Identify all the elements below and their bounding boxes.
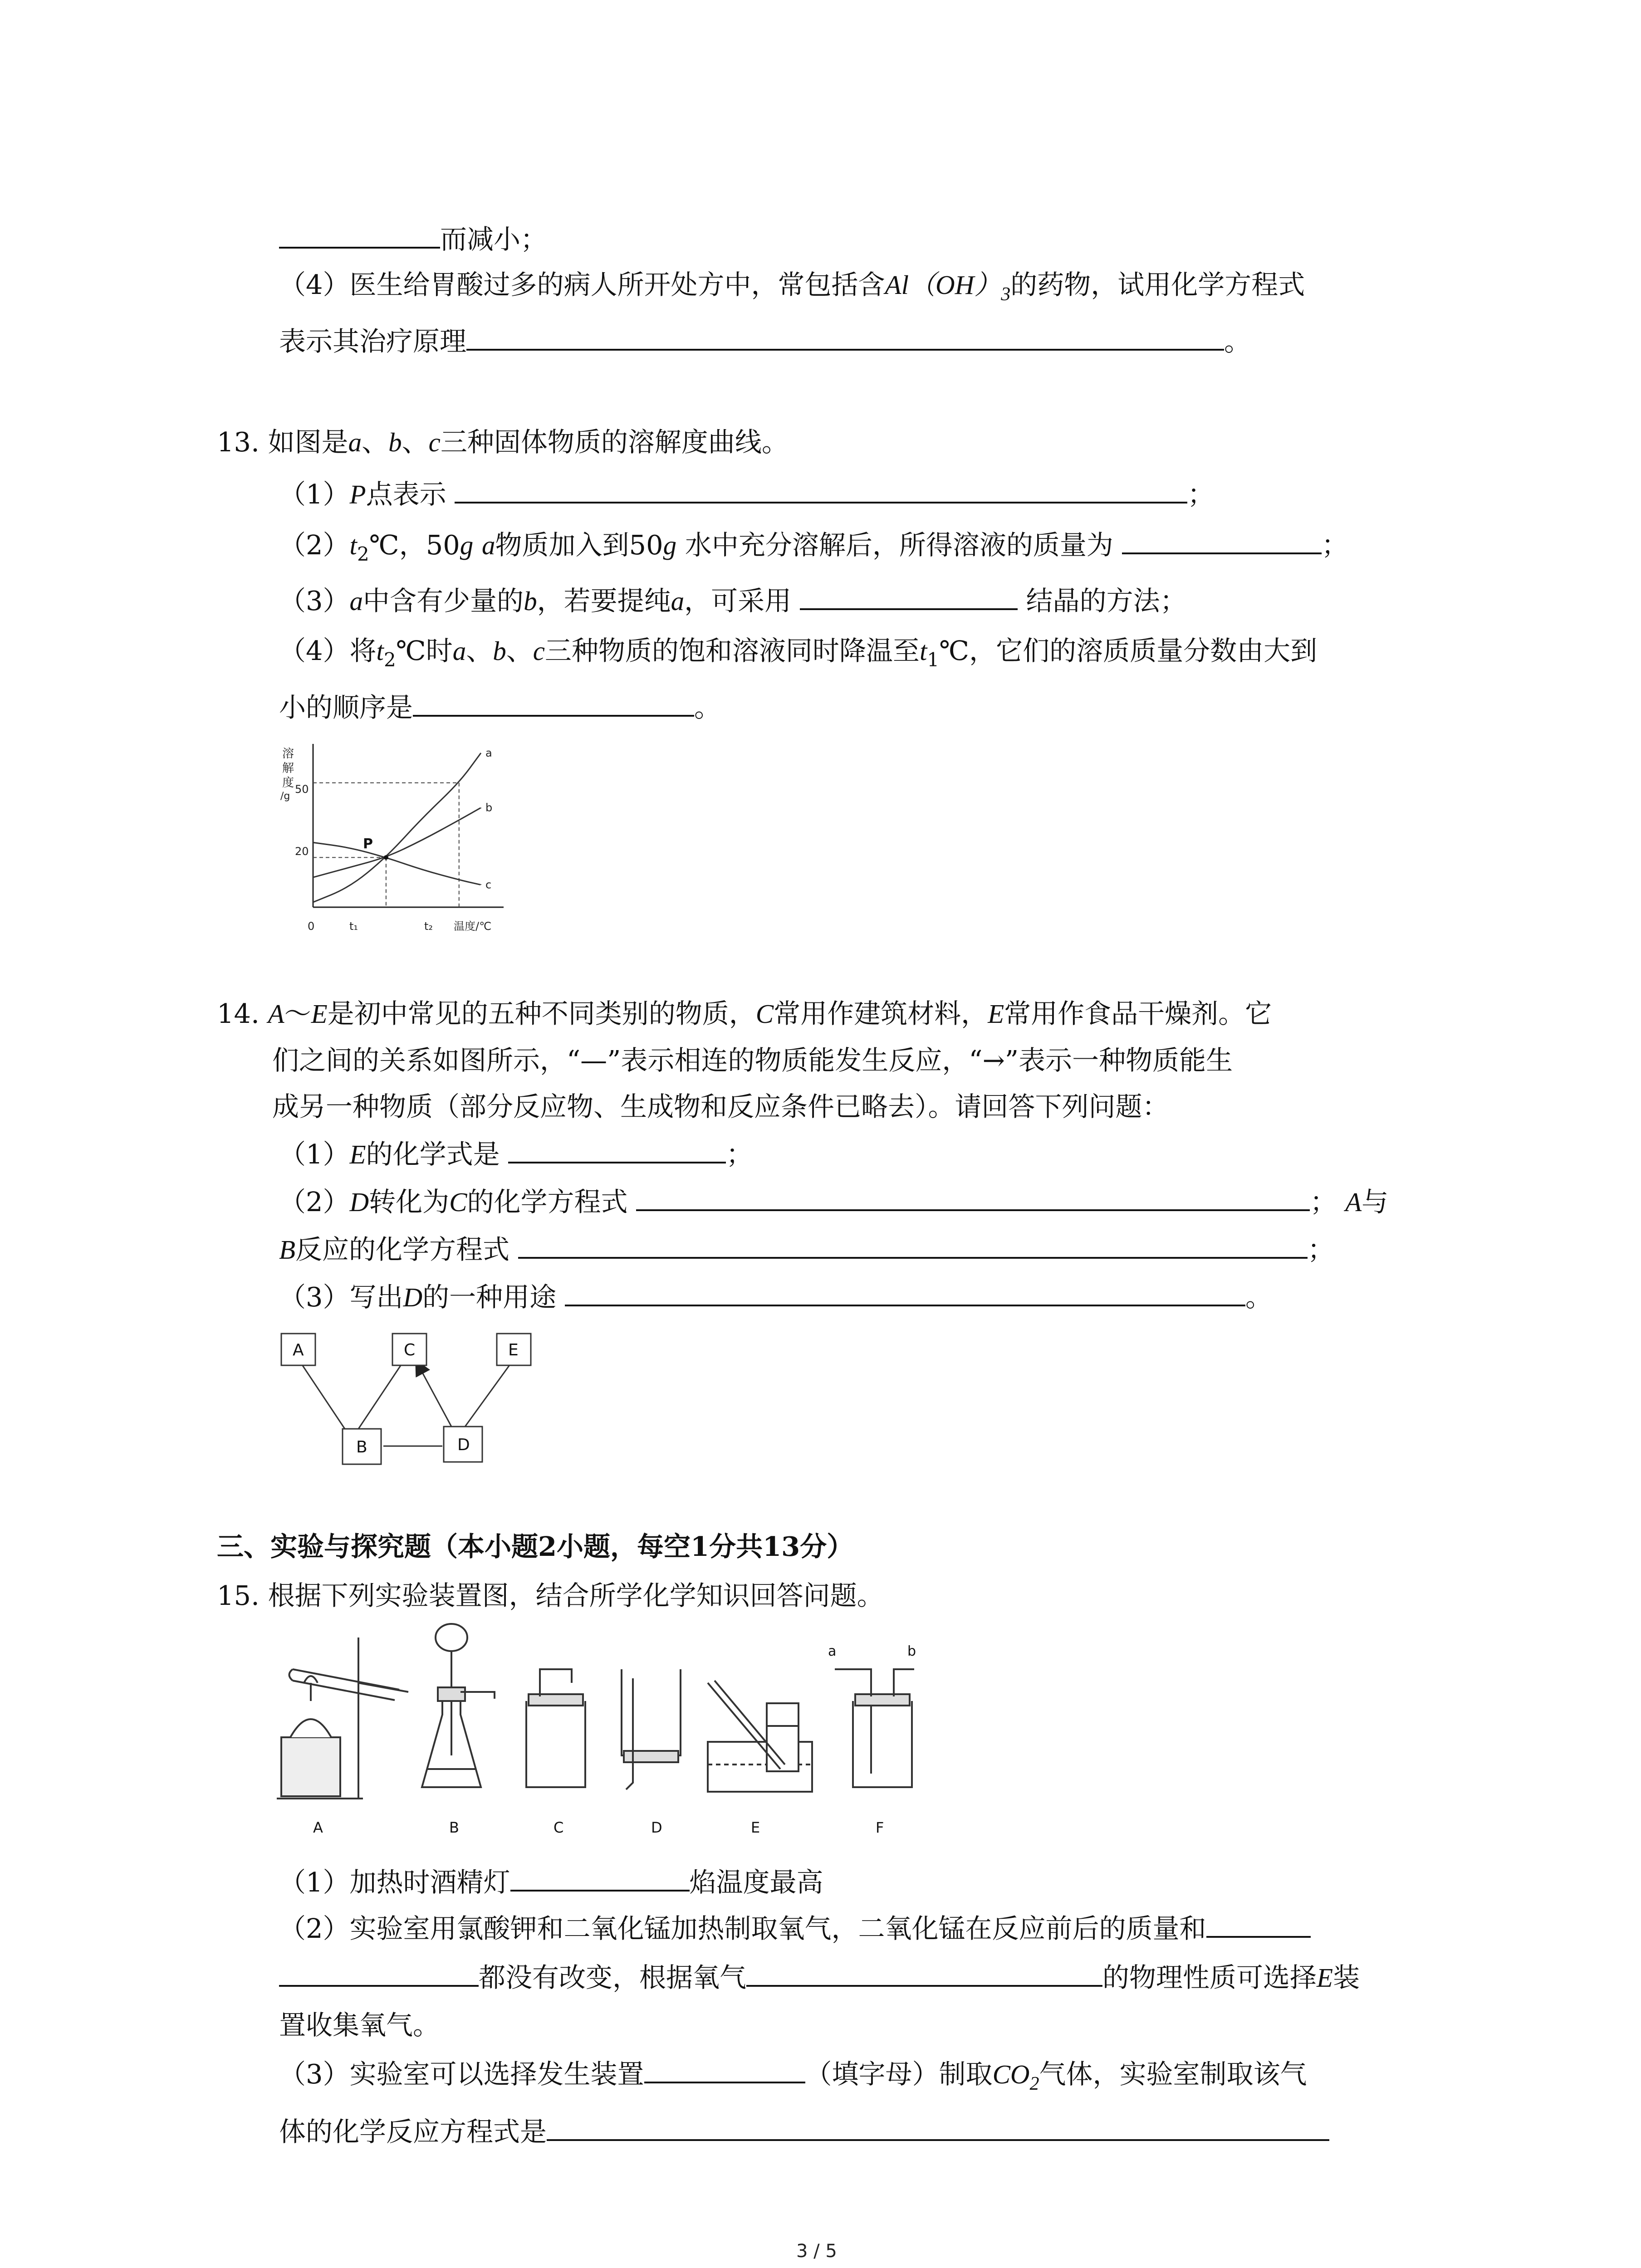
var: a [348,427,362,457]
apparatus-label-a: A [313,1819,323,1836]
text: ； [1307,1234,1334,1265]
answer-blank[interactable] [455,493,1187,503]
text: ℃，50 [369,529,460,561]
y-label-char: 解 [282,762,294,775]
link-d-e [465,1361,513,1427]
text: 、 [402,426,429,458]
answer-blank[interactable] [565,1295,1245,1306]
text: （3）写出 [279,1281,403,1313]
var: D [403,1282,423,1312]
text: （3） [279,585,350,616]
var: B [279,1235,296,1265]
apparatus-label-b: B [449,1819,459,1836]
point-p [384,855,388,860]
apparatus-e [708,1681,812,1792]
text: 焰温度最高 [689,1867,823,1898]
question-number: 14. [217,998,260,1029]
text: ，若要提纯 [537,585,671,616]
subscript: 2 [357,543,369,565]
text: （2）实验室用氯酸钾和二氧化锰加热制取氧气，二氧化锰在反应前后的质量和 [279,1913,1206,1944]
text: 置收集氧气。 [279,2009,440,2041]
var: C [449,1187,467,1217]
q13-part3 [279,587,1187,615]
apparatus-label-f: F [876,1819,884,1836]
apparatus-d [622,1669,681,1789]
question-number: 15. [217,1580,260,1611]
q13-part4-line1 [279,637,1317,670]
var: t [919,636,927,666]
curve-label-a: a [485,747,492,759]
text: （2） [279,529,350,561]
apparatus-figure [272,1619,916,1846]
text: 。 [694,692,721,723]
text: （4）医生给胃酸过多的病人所开处方中，常包括含 [279,269,885,300]
q15-part2-line1 [279,1915,1311,1942]
answer-blank[interactable] [279,238,440,249]
var: E [349,1139,366,1169]
var: A [268,999,284,1029]
text: ℃时 [396,635,453,666]
q14-stem-line2 [272,1047,1233,1074]
text: 装 [1333,1962,1360,1993]
answer-blank[interactable] [636,1200,1310,1211]
text: ℃，它们的溶质质量分数由大到 [939,635,1318,666]
q15-part3-line2 [279,2118,1329,2145]
answer-blank[interactable] [800,599,1018,610]
text: 三种物质的饱和溶液同时降温至 [544,635,920,666]
apparatus-label-c: C [554,1819,564,1836]
apparatus-label-d: D [651,1819,662,1836]
var: A [1345,1187,1362,1217]
answer-blank[interactable] [547,2130,1329,2141]
answer-blank[interactable] [279,1976,479,1987]
q14-part1 [279,1141,753,1168]
var: a [482,530,495,560]
apparatus-b [422,1624,495,1787]
var: a [349,586,363,616]
x-axis-label: 温度/℃ [454,920,492,933]
text: 常用作建筑材料， [774,998,988,1029]
port-label-a: a [828,1643,837,1659]
text: （1）加热时酒精灯 [279,1867,510,1898]
text: 三种固体物质的溶解度曲线。 [440,426,789,458]
curve-c [313,842,481,885]
question-number: 13. [217,426,260,458]
y-tick-label: 20 [295,845,309,858]
var: D [349,1187,369,1217]
y-axis-label [280,747,294,802]
q12-part4-line1 [279,271,1305,304]
var: C [755,999,774,1029]
y-label-char: /g [280,791,290,802]
solubility-chart [272,735,526,939]
text: 表示其治疗原理 [279,326,467,357]
text: 体的化学反应方程式是 [279,2116,547,2147]
q13-part2 [279,529,1348,565]
arrow-d-c [416,1362,451,1427]
text: 中含有少量的 [363,585,524,616]
subscript: 2 [383,649,396,671]
var: b [493,636,506,666]
q12-cont-line [279,226,547,253]
var: b [388,427,402,457]
page-number: 3 / 5 [796,2241,837,2262]
formula: CO [992,2059,1030,2089]
q13-part1 [279,481,1214,508]
box-e-label: E [508,1341,519,1359]
text: 、 [466,635,493,666]
q12-part4-line2 [279,328,1251,355]
subscript: 1 [927,649,940,671]
answer-blank[interactable] [466,340,1224,351]
apparatus-f [835,1669,914,1787]
curve-b [313,808,481,878]
q13-part4-line2 [279,694,721,721]
text: 。 [1224,326,1251,357]
curve-label-b: b [485,801,493,814]
var: P [349,479,366,509]
q14-part3 [279,1281,1272,1313]
port-label-b: b [907,1643,916,1659]
text: （1） [279,1139,350,1170]
text: ； [1187,479,1215,510]
box-d-label: D [457,1436,470,1454]
var: c [533,636,545,666]
text: 水中充分溶解后，所得溶液的质量为 [685,529,1113,561]
text: （1） [279,479,350,510]
x-tick-label: 0 [308,920,315,933]
text: ； [726,1139,753,1170]
curve-label-c: c [485,878,492,891]
text: 结晶的方法； [1026,585,1187,616]
text: 根据下列实验装置图，结合所学化学知识回答问题。 [268,1580,884,1611]
answer-blank[interactable] [746,1976,1102,1987]
text: ～ [284,998,311,1029]
link-b-c [358,1361,404,1429]
section-heading: 三、实验与探究题（本小题2小题，每空1分共13分） [217,1531,854,1562]
text: （填字母）制取 [805,2058,993,2090]
text: （4）将 [279,635,377,666]
y-label-char: 溶 [282,747,294,761]
relation-diagram [272,1325,554,1488]
text: 气体，实验室制取该气 [1039,2058,1307,2090]
text: 。 [1245,1281,1272,1313]
text: 是初中常见的五种不同类别的物质， [327,998,756,1029]
var: t [376,636,384,666]
apparatus-label-e: E [751,1819,760,1836]
text: 如图是 [268,426,348,458]
var: E [311,999,328,1029]
subscript: 2 [1029,2073,1039,2094]
text: ； [1310,1186,1337,1217]
q15-part2-line2 [279,1964,1360,1991]
x-tick-label: t₂ [424,920,433,933]
text: （2） [279,1186,350,1217]
x-tick-label: t₁ [349,920,358,933]
var: g [460,530,474,560]
var: E [1317,1963,1333,1993]
q14-part2-line2 [279,1236,1334,1263]
var: b [524,586,537,616]
q14-stem-line1 [217,1000,1272,1027]
text: 的物理性质可选择 [1102,1962,1317,1993]
text: 而减小； [440,224,548,255]
curve-a [313,753,481,902]
text: 的一种用途 [422,1281,557,1313]
point-p-label: P [363,836,373,852]
text: ，可采用 [684,585,792,616]
text: 们之间的关系如图所示，“—”表示相连的物质能发生反应，“→”表示一种物质能生 [272,1045,1233,1076]
box-c-label: C [404,1341,416,1359]
plot-area [313,747,492,907]
var: a [671,586,685,616]
var: t [349,530,357,560]
text: 反应的化学方程式 [295,1234,510,1265]
text: 、 [506,635,533,666]
y-label-char: 度 [282,776,294,790]
q15-part2-line3 [279,2009,440,2041]
answer-blank[interactable] [1122,543,1322,554]
apparatus-a [277,1637,408,1799]
box-a-label: A [293,1341,304,1359]
text: 与 [1362,1186,1389,1217]
apparatus-c [526,1669,585,1787]
var: g [663,530,677,560]
link-a-b [299,1361,345,1429]
text: 、 [362,426,389,458]
text: 点表示 [366,479,446,510]
var: E [988,999,1004,1029]
text: 小的顺序是 [279,692,413,723]
text: 都没有改变，根据氧气 [479,1962,747,1993]
answer-blank[interactable] [508,1153,726,1163]
q13-stem [217,426,789,458]
text: 转化为 [369,1186,450,1217]
text: 物质加入到50 [495,529,663,561]
y-tick-label: 50 [295,783,309,796]
q15-stem [217,1582,884,1609]
text: 的药物，试用化学方程式 [1010,269,1305,300]
answer-blank[interactable] [510,1881,690,1892]
text: （3）实验室可以选择发生装置 [279,2058,644,2090]
answer-blank[interactable] [1206,1927,1311,1938]
answer-blank[interactable] [644,2072,805,2083]
answer-blank[interactable] [518,1248,1308,1259]
q15-part1 [279,1869,823,1896]
q14-part2-line1 [279,1188,1388,1216]
box-b-label: B [356,1438,367,1457]
q15-part3-line1 [279,2058,1307,2094]
var: a [452,636,466,666]
text: 常用作食品干燥剂。它 [1004,998,1272,1029]
formula: Al（OH） [885,270,1001,300]
subscript: 3 [1001,284,1011,305]
q14-stem-line3 [272,1093,1169,1120]
text: 的化学式是 [366,1139,500,1170]
text: 成另一种物质（部分反应物、生成物和反应条件已略去）。请回答下列问题： [272,1091,1169,1122]
text: ； [1321,529,1348,561]
text: 的化学方程式 [467,1186,628,1217]
answer-blank[interactable] [413,706,694,717]
var: c [428,427,441,457]
